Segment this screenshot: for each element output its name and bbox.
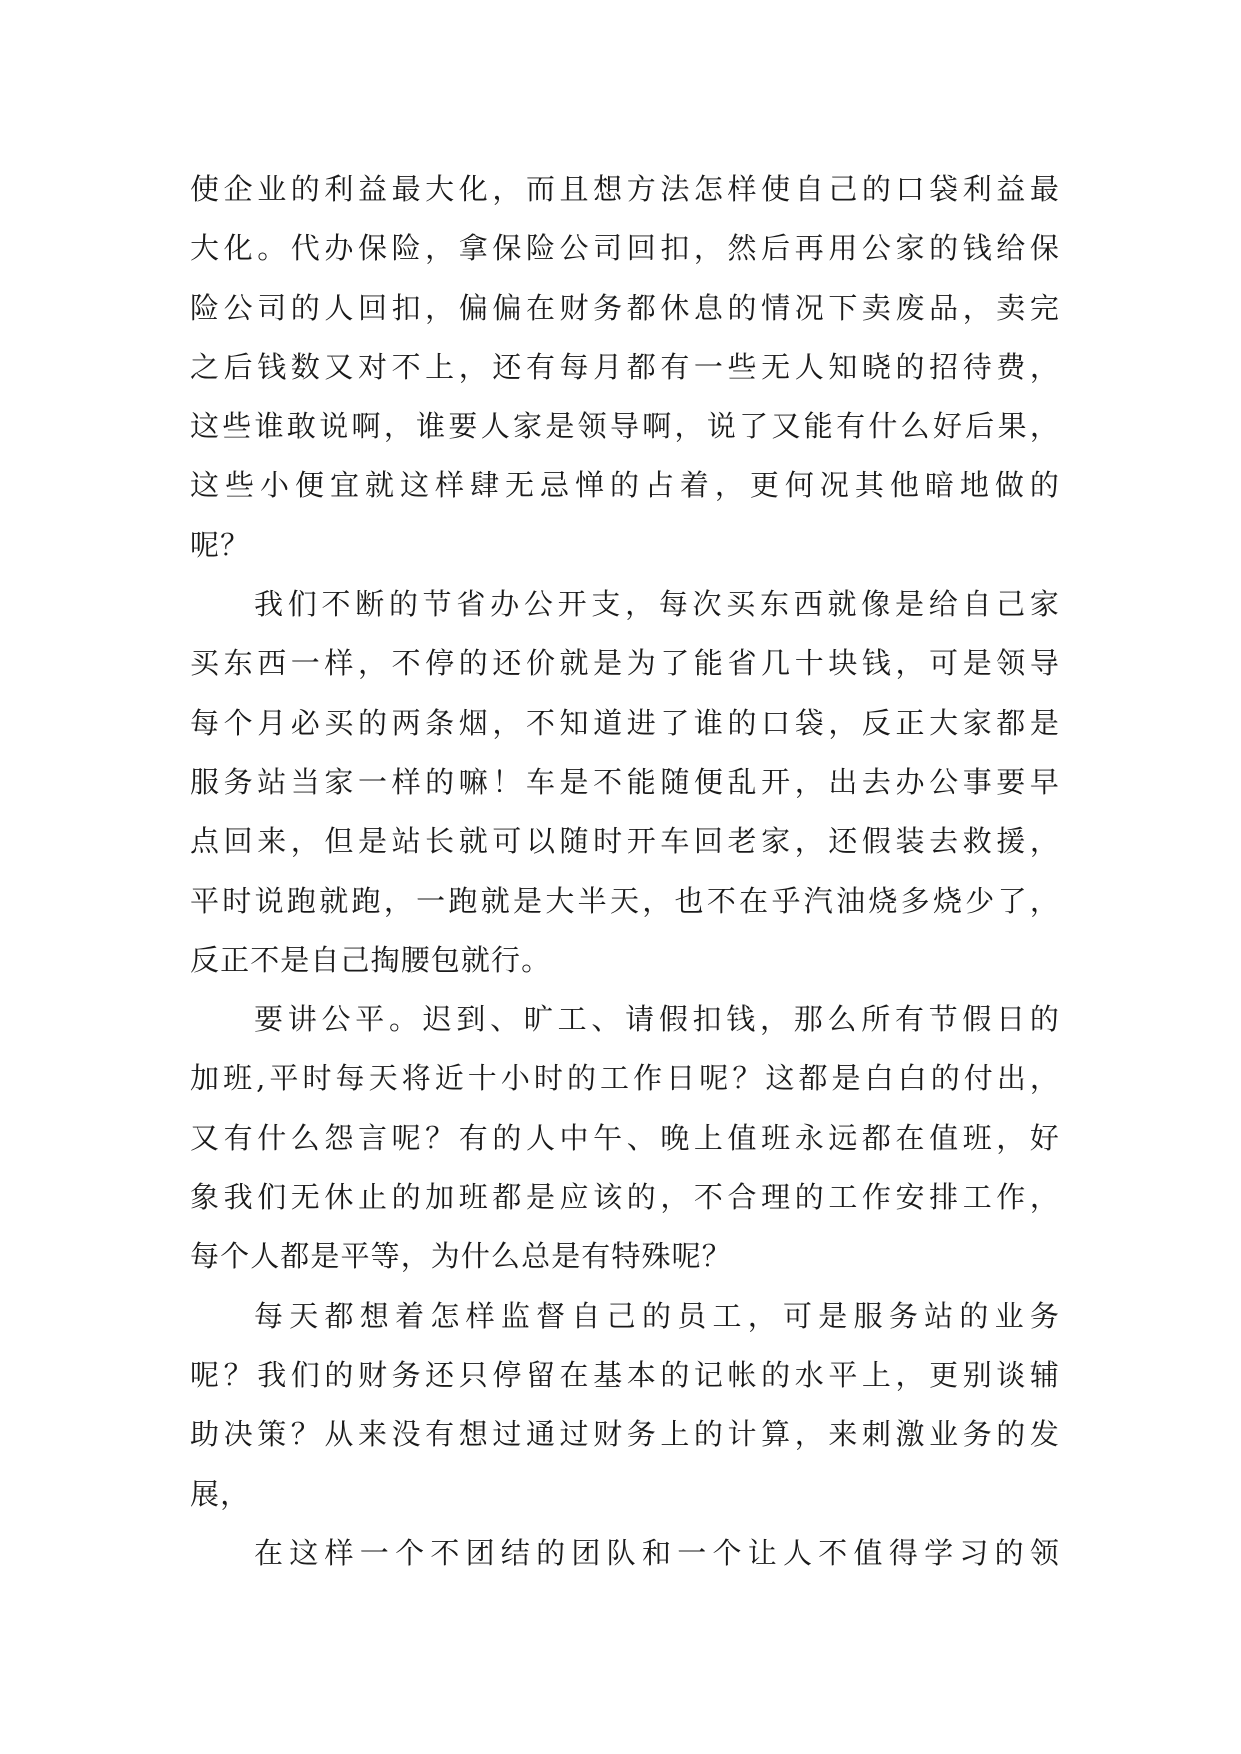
- text-line: 加班,平时每天将近十小时的工作日呢？这都是白白的付出，: [190, 1061, 1060, 1096]
- text-line: 服务站当家一样的嘛！车是不能随便乱开，出去办公事要早: [190, 764, 1060, 799]
- text-line: 助决策？从来没有想过通过财务上的计算，来刺激业务的发: [190, 1417, 1060, 1452]
- text-line: 这些谁敢说啊，谁要人家是领导啊，说了又能有什么好后果，: [190, 409, 1060, 444]
- text-line: 大化。代办保险，拿保险公司回扣，然后再用公家的钱给保: [190, 231, 1060, 266]
- paragraph-first-line: 在这样一个不团结的团队和一个让人不值得学习的领: [254, 1535, 1060, 1570]
- text-line: 象我们无休止的加班都是应该的，不合理的工作安排工作，: [190, 1180, 1060, 1215]
- text-line: 反正不是自己掏腰包就行。: [190, 942, 552, 977]
- text-line: 每个人都是平等，为什么总是有特殊呢？: [190, 1239, 732, 1274]
- text-line: 呢？: [190, 527, 251, 562]
- text-line: 之后钱数又对不上，还有每月都有一些无人知晓的招待费，: [190, 349, 1060, 384]
- paragraph-first-line: 我们不断的节省办公开支，每次买东西就像是给自己家: [254, 587, 1060, 622]
- text-line: 平时说跑就跑，一跑就是大半天，也不在乎汽油烧多烧少了，: [190, 883, 1060, 918]
- text-line: 这些小便宜就这样肆无忌惮的占着，更何况其他暗地做的: [190, 468, 1060, 503]
- text-line: 又有什么怨言呢？有的人中午、晚上值班永远都在值班，好: [190, 1120, 1060, 1155]
- text-line: 买东西一样，不停的还价就是为了能省几十块钱，可是领导: [190, 646, 1060, 681]
- body-text: [190, 160, 1060, 1583]
- paragraph-first-line: 每天都想着怎样监督自己的员工，可是服务站的业务: [254, 1298, 1060, 1333]
- text-line: 展，: [190, 1476, 251, 1511]
- paragraph-first-line: 要讲公平。迟到、旷工、请假扣钱，那么所有节假日的: [254, 1002, 1060, 1037]
- text-line: 点回来，但是站长就可以随时开车回老家，还假装去救援，: [190, 824, 1060, 859]
- text-line: 使企业的利益最大化，而且想方法怎样使自己的口袋利益最: [190, 172, 1060, 206]
- text-line: 险公司的人回扣，偏偏在财务都休息的情况下卖废品，卖完: [190, 290, 1060, 325]
- text-line: 每个月必买的两条烟，不知道进了谁的口袋，反正大家都是: [190, 705, 1060, 740]
- text-line: 呢？我们的财务还只停留在基本的记帐的水平上，更别谈辅: [190, 1357, 1060, 1392]
